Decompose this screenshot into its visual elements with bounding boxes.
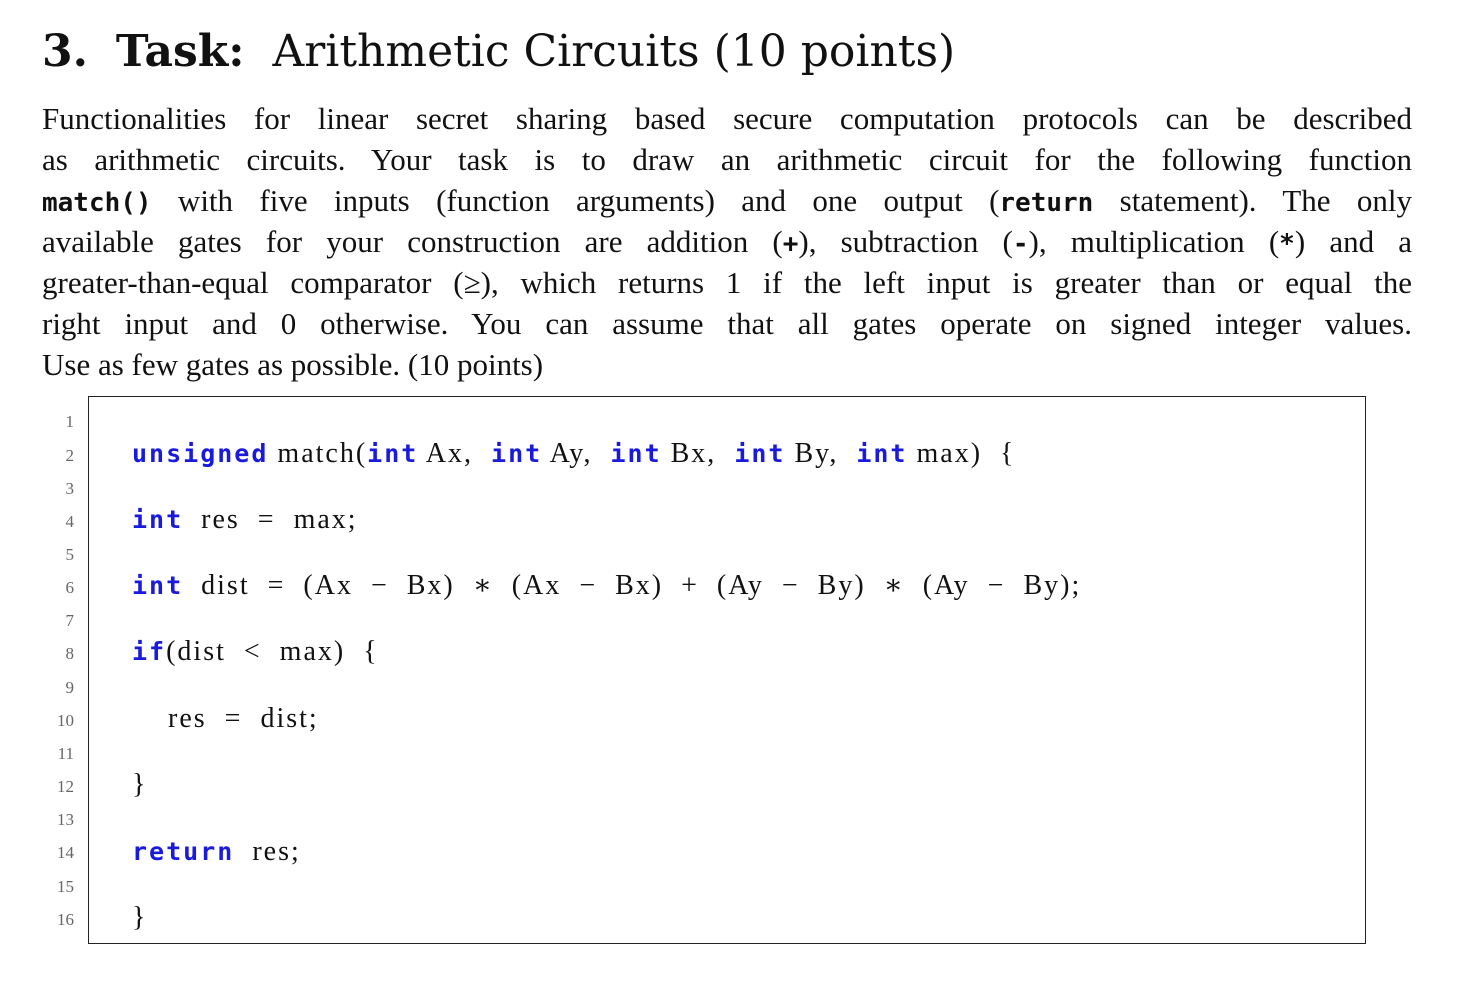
- para-text: ), multiplication (: [1028, 224, 1280, 259]
- para-line-1: Functionalities for linear secret sharing based secure computation protocols can be described: [42, 101, 1412, 136]
- para-text: ), subtraction (: [798, 224, 1013, 259]
- task-description: [42, 98, 1412, 385]
- keyword: return: [132, 837, 235, 866]
- line-number: 14: [57, 843, 74, 862]
- code-text: (dist < max) {: [166, 636, 379, 667]
- code-text: By,: [785, 438, 857, 469]
- para-line-4: [42, 221, 1412, 262]
- inline-code-star: *: [1279, 229, 1295, 259]
- code-line-14: [132, 835, 301, 869]
- inline-code-match: match(): [42, 188, 152, 218]
- line-number: 4: [65, 512, 74, 531]
- code-text: Ax,: [418, 438, 492, 469]
- line-number: 12: [57, 777, 74, 796]
- line-number: 9: [65, 678, 74, 697]
- line-number: 8: [65, 644, 74, 663]
- para-text: ) and a: [1294, 224, 1413, 259]
- code-text: dist = (Ax − Bx) ∗ (Ax − Bx) + (Ay − By) ∗ (Ay − By);: [183, 570, 1082, 601]
- code-line-2: [132, 437, 1015, 471]
- keyword: if: [132, 637, 167, 666]
- line-number: 15: [57, 877, 74, 896]
- line-number: 10: [57, 711, 74, 730]
- para-text: with five inputs (function arguments) and one output (: [151, 183, 1000, 218]
- para-text: available gates for your construction are addition (: [42, 224, 783, 259]
- keyword: int: [132, 505, 184, 534]
- line-number: 7: [65, 611, 74, 630]
- para-line-3: [42, 180, 1412, 221]
- code-line-12: [132, 768, 145, 802]
- code-text: max) {: [907, 438, 1016, 469]
- inline-code-plus: +: [782, 229, 799, 259]
- code-text: }: [132, 769, 146, 800]
- line-number: 11: [57, 744, 74, 763]
- keyword: int: [132, 571, 184, 600]
- code-line-6: [132, 569, 1081, 603]
- section-title: Arithmetic Circuits (10 points): [272, 26, 956, 77]
- code-text: res = dist;: [168, 703, 319, 734]
- para-line-6: right input and 0 otherwise. You can assume that all gates operate on signed integer values.: [42, 306, 1412, 341]
- code-text: Ay,: [542, 438, 611, 469]
- inline-code-return: return: [999, 188, 1094, 218]
- code-text: res;: [234, 836, 301, 867]
- code-line-4: [132, 503, 358, 537]
- keyword: unsigned: [132, 439, 269, 468]
- code-text: match(: [268, 438, 368, 469]
- code-line-10: [168, 702, 319, 736]
- para-line-7: Use as few gates as possible. (10 points): [42, 347, 544, 382]
- para-text: statement). The only: [1093, 183, 1412, 218]
- code-text: }: [132, 902, 146, 933]
- code-line-16: [132, 901, 145, 935]
- keyword: int: [734, 439, 786, 468]
- line-number: 2: [65, 446, 74, 465]
- keyword: int: [491, 439, 543, 468]
- code-text: Bx,: [661, 438, 735, 469]
- code-text: res = max;: [183, 504, 358, 535]
- para-line-5: greater-than-equal comparator (≥), which returns 1 if the left input is greater than or equal the: [42, 265, 1412, 300]
- inline-code-minus: -: [1012, 229, 1029, 259]
- keyword: int: [367, 439, 419, 468]
- code-line-8: [132, 635, 379, 669]
- line-number: 3: [65, 479, 74, 498]
- para-line-2: as arithmetic circuits. Your task is to draw an arithmetic circuit for the following function: [42, 142, 1412, 177]
- section-heading: [42, 22, 955, 82]
- line-number: 16: [57, 910, 74, 929]
- line-number: 13: [57, 810, 74, 829]
- line-number: 5: [65, 545, 74, 564]
- line-number: 1: [65, 412, 74, 431]
- task-label: Task:: [115, 26, 245, 77]
- line-number: 6: [65, 578, 74, 597]
- section-number: 3.: [42, 26, 88, 77]
- keyword: int: [610, 439, 662, 468]
- keyword: int: [856, 439, 908, 468]
